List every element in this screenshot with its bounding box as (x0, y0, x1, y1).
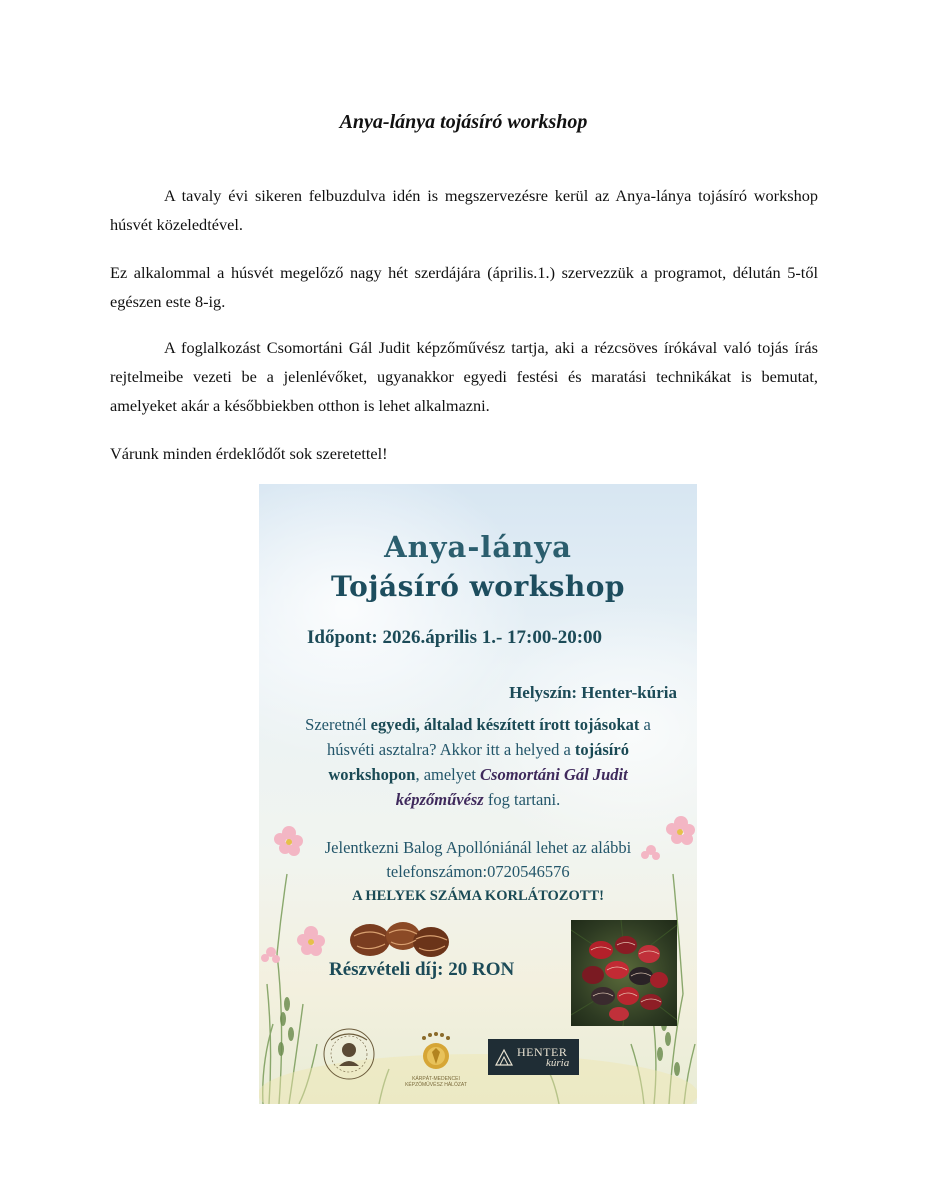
poster-contact (279, 836, 677, 908)
event-poster (259, 484, 697, 1104)
henter-kuria-logo (488, 1039, 579, 1075)
decorated-eggs-photo (571, 920, 677, 1026)
document-title: Anya-lánya tojásíró workshop (339, 111, 588, 133)
paragraph-instructor: A foglalkozást Csomortáni Gál Judit képzőművész tartja, aki a rézcsöves írókával való tojás írás rejtelmeibe vezeti be a jelenlévőket, ugyanakkor egyedi festési és maratási technikákat is bemutat, amelyeket akár a későbbiekben otthon is lehet alkalmazni. (110, 338, 818, 415)
poster-fee: Részvételi díj: 20 RON (329, 959, 515, 980)
henter-logo-subtitle: kúria (546, 1057, 570, 1069)
cultural-association-logo (321, 1026, 377, 1082)
artist-network-logo (412, 1030, 460, 1078)
poster-date: Időpont: 2026.április 1.- 17:00-20:00 (307, 627, 603, 648)
poster-phone: telefonszámon:0720546576 (386, 862, 570, 881)
paragraph-schedule: Ez alkalommal a húsvét megelőző nagy hét szerdájára (április.1.) szervezzük a programot, délután 5-től egészen este 8-ig. (110, 263, 818, 311)
henter-logo-name: HENTER (517, 1045, 568, 1059)
poster-instructor-name: Csomortáni Gál Judit képzőművész (395, 765, 628, 809)
poster-location: Helyszín: Henter-kúria (509, 683, 677, 702)
paragraph-intro: A tavaly évi sikeren felbuzdulva idén is megszervezésre kerül az Anya-lánya tojásíró workshop húsvét közeledtével. (110, 186, 818, 234)
poster-contact-line-1: Jelentkezni Balog Apollóniánál lehet az alábbi (324, 838, 632, 857)
poster-limited-notice: A HELYEK SZÁMA KORLÁTOZOTT! (352, 888, 604, 904)
poster-title-line-1: Anya-lánya (384, 530, 572, 564)
paragraph-invitation: Várunk minden érdeklődőt sok szeretettel! (110, 444, 388, 463)
henter-emblem-icon (494, 1047, 514, 1067)
poster-title-line-2: Tojásíró workshop (331, 570, 625, 603)
painted-eggs-image (350, 922, 449, 957)
artist-network-logo-text: KÁRPÁT-MEDENCEI KÉPZŐMŰVÉSZ HÁLÓZAT (405, 1076, 467, 1088)
poster-description: Szeretnél egyedi, általad készített írott tojásokat a húsvéti asztalra? Akkor itt a helyed a tojásíró workshopon, amelyet Csomortáni Gál Judit képzőművész fog tartani. (305, 715, 651, 809)
